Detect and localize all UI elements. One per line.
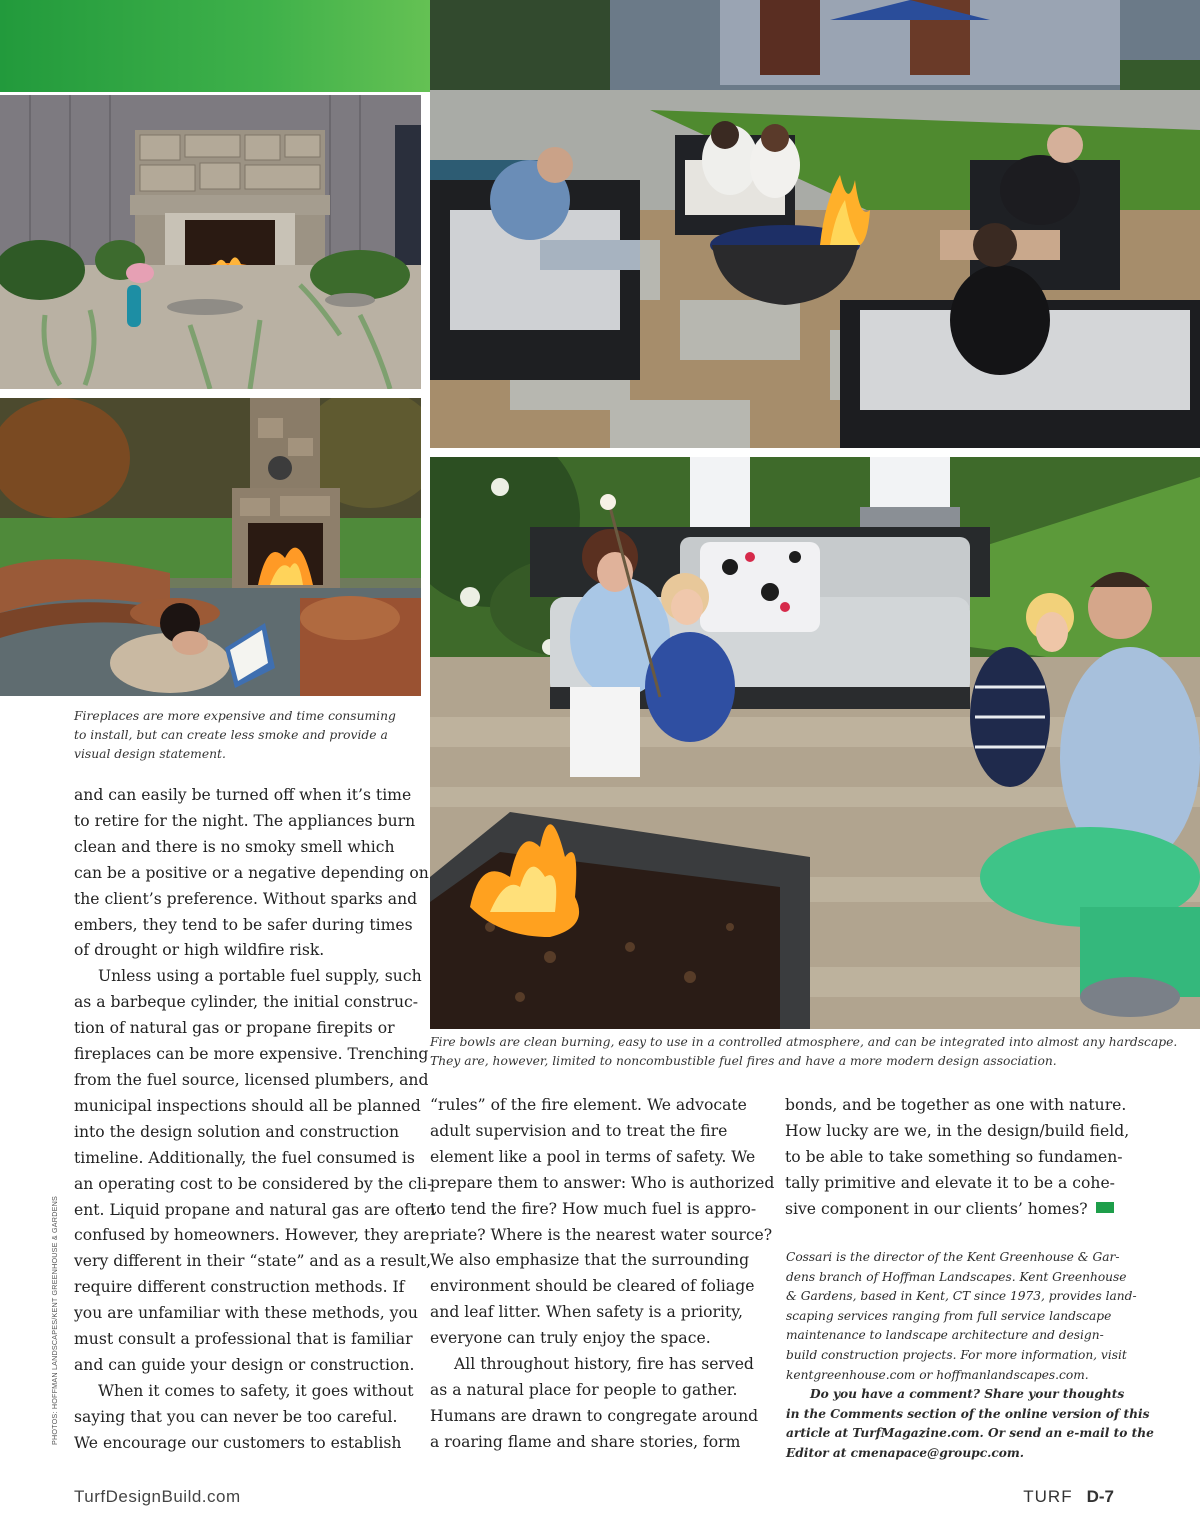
comment-prompt-line: article at TurfMagazine.com. Or send an e-mail to the	[786, 1426, 1154, 1441]
body-text-line: How lucky are we, in the design/build field,	[785, 1121, 1130, 1140]
body-text-line: We encourage our customers to establish	[74, 1433, 402, 1452]
body-column-middle	[430, 1093, 774, 1456]
bio-line: kentgreenhouse.com or hoffmanlandscapes.com.	[786, 1367, 1089, 1382]
body-text-line: everyone can truly enjoy the space.	[430, 1329, 711, 1348]
body-text-line: saying that you can never be too careful.	[74, 1407, 398, 1426]
bio-line: dens branch of Hoffman Landscapes. Kent Greenhouse	[786, 1269, 1127, 1284]
body-text-line: adult supervision and to treat the fire	[430, 1121, 728, 1140]
body-text-line: an operating cost to be considered by the cli-	[74, 1174, 433, 1193]
body-text-line: environment should be cleared of foliage	[430, 1277, 755, 1296]
stone-fireplace-photo	[0, 95, 421, 389]
body-text-line: and can easily be turned off when it’s time	[74, 786, 412, 804]
fire-bowls-caption	[430, 1033, 1177, 1071]
caption-line: visual design statement.	[74, 747, 226, 761]
body-text-line: All throughout history, fire has served	[454, 1355, 754, 1374]
body-text-line: tion of natural gas or propane firepits or	[74, 1019, 395, 1038]
body-text-line: a roaring flame and share stories, form	[430, 1432, 741, 1451]
chimney-fireplace-photo	[0, 398, 421, 696]
body-text-line: Unless using a portable fuel supply, such	[98, 967, 422, 986]
bio-line: maintenance to landscape architecture and design-	[786, 1328, 1104, 1343]
body-text-line: timeline. Additionally, the fuel consumed is	[74, 1148, 415, 1167]
fire-bowl-gathering-photo	[430, 0, 1200, 448]
bio-line: Cossari is the director of the Kent Greenhouse & Gar-	[786, 1250, 1120, 1264]
body-text-line: into the design solution and construction	[74, 1122, 400, 1141]
body-text-line: from the fuel source, licensed plumbers, and	[74, 1070, 429, 1089]
body-column-left	[74, 783, 436, 1457]
body-text-line: to be able to take something so fundamen-	[785, 1147, 1123, 1166]
footer-website: TurfDesignBuild.com	[74, 1487, 241, 1506]
comment-prompt-line: in the Comments section of the online version of this	[786, 1406, 1150, 1421]
footer-folio	[1023, 1487, 1114, 1507]
body-text-line: prepare them to answer: Who is authorized	[430, 1173, 775, 1192]
comment-prompt-line: Do you have a comment? Share your thoughts	[810, 1387, 1125, 1402]
body-text-line: as a barbeque cylinder, the initial construc-	[74, 993, 419, 1012]
bio-line: build construction projects. For more information, visit	[786, 1347, 1127, 1362]
footer-magazine-name: TURF	[1023, 1487, 1073, 1506]
caption-line: to install, but can create less smoke and provide a	[74, 728, 388, 742]
bio-line: & Gardens, based in Kent, CT since 1973, provides land-	[786, 1289, 1137, 1304]
caption-line: Fire bowls are clean burning, easy to use in a controlled atmosphere, and can be integrated into almost any hardscape.	[430, 1035, 1178, 1049]
body-text-line: “rules” of the fire element. We advocate	[430, 1096, 747, 1114]
body-text-line: tally primitive and elevate it to be a cohe-	[785, 1173, 1115, 1192]
body-text-line: must consult a professional that is familiar	[74, 1330, 413, 1349]
body-text-line: municipal inspections should all be planned	[74, 1096, 421, 1115]
body-text-line: ent. Liquid propane and natural gas are often	[74, 1200, 436, 1219]
family-fire-table-photo	[430, 457, 1200, 1029]
body-text-line: When it comes to safety, it goes without	[98, 1381, 414, 1400]
body-text-line: and can guide your design or construction.	[74, 1355, 415, 1374]
body-text-line: to tend the fire? How much fuel is appro-	[430, 1199, 757, 1218]
body-text-line: sive component in our clients’ homes?	[785, 1197, 1129, 1223]
body-text-line: the client’s preference. Without sparks and	[74, 889, 418, 908]
body-text-line: very different in their “state” and as a result,	[74, 1252, 432, 1271]
body-text-line: and leaf litter. When safety is a priority,	[430, 1303, 743, 1322]
body-text-line: clean and there is no smoky smell which	[74, 837, 395, 856]
body-text-line: to retire for the night. The appliances burn	[74, 811, 416, 830]
end-of-article-mark	[1096, 1202, 1114, 1213]
author-bio	[786, 1248, 1154, 1464]
body-text-line: element like a pool in terms of safety. We	[430, 1147, 756, 1166]
body-text-line: confused by homeowners. However, they are	[74, 1226, 430, 1245]
body-column-right	[785, 1093, 1129, 1223]
caption-line: They are, however, limited to noncombustible fuel fires and have a more modern design association.	[430, 1054, 1057, 1068]
bio-line: scaping services ranging from full service landscape	[786, 1308, 1112, 1323]
body-text-line: bonds, and be together as one with nature.	[785, 1096, 1127, 1114]
body-text-line: embers, they tend to be safer during times	[74, 915, 413, 934]
page-number: D-7	[1086, 1487, 1114, 1506]
caption-line: Fireplaces are more expensive and time consuming	[74, 709, 396, 723]
body-text-line: of drought or high wildfire risk.	[74, 941, 325, 960]
fireplaces-caption	[74, 707, 396, 764]
body-text-line: fireplaces can be more expensive. Trenching	[74, 1045, 429, 1064]
body-text-line: require different construction methods. If	[74, 1278, 405, 1297]
body-text-line: you are unfamiliar with these methods, you	[74, 1304, 418, 1323]
body-text-line: Humans are drawn to congregate around	[430, 1406, 759, 1425]
photo-credit: PHOTOS: HOFFMAN LANDSCAPES/KENT GREENHOUSE & GARDENS	[50, 1196, 59, 1445]
body-text-line: as a natural place for people to gather.	[430, 1380, 738, 1399]
body-text-line: We also emphasize that the surrounding	[430, 1251, 750, 1270]
body-text-line: priate? Where is the nearest water source?	[430, 1225, 773, 1244]
body-text-line: can be a positive or a negative depending on	[74, 863, 429, 882]
comment-prompt-line: Editor at cmenapace@groupc.com.	[786, 1445, 1025, 1460]
